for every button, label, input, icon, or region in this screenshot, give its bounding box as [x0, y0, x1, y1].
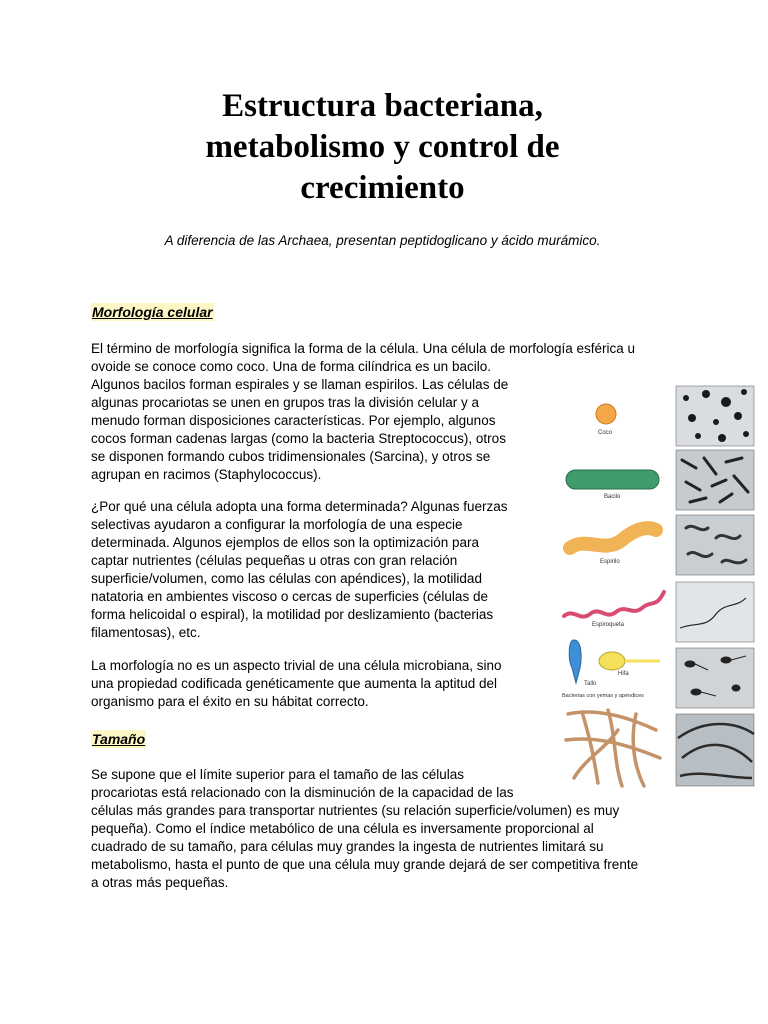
text-line: células más grandes para transportar nutrientes (su relación superficie/volumen) es muy: [91, 803, 620, 818]
text-line: natatoria en ambientes viscoso o cercas de superficies (células de: [91, 589, 488, 604]
text-line: menudo forman disposiciones características. Por ejemplo, algunos: [91, 413, 496, 428]
espiroqueta-label: Espiroqueta: [592, 622, 625, 628]
bacilo-label: Bacilo: [604, 494, 621, 500]
text-line: ovoide se conoce como coco. Una de forma cilíndrica es un bacilo.: [91, 359, 491, 374]
bacterial-morphology-figure: [556, 378, 761, 790]
text-line: cuadrado de su tamaño, para células muy grandes la ingesta de nutrientes limitará su: [91, 839, 604, 854]
text-line: superficie/volumen, como las células con apéndices), la motilidad: [91, 571, 482, 586]
text-line: agrupan en racimos (Staphylococcus).: [91, 467, 322, 482]
espiroqueta-drawing: [564, 592, 664, 617]
tallo-drawing: [569, 640, 581, 683]
text-line: captar nutrientes (células pequeñas u otras con gran relación: [91, 553, 458, 568]
text-line: a otras más pequeñas.: [91, 875, 229, 890]
text-line: selectivas ayudaron a configurar la morfología de una especie: [91, 517, 463, 532]
text-line: pequeña). Como el índice metabólico de una célula es inversamente proporcional al: [91, 821, 594, 836]
bacilo-drawing: [566, 470, 659, 489]
paragraph: [91, 498, 508, 642]
espirilo-drawing: [570, 528, 656, 548]
text-line: La morfología no es un aspecto trivial de una célula microbiana, sino: [91, 658, 502, 673]
hifa-label: Hifa: [618, 671, 629, 677]
coco-drawing: [596, 404, 616, 424]
text-line: se disponen formando cubos tridimensionales (Sarcina), y otros se: [91, 449, 491, 464]
yema-drawing: [599, 652, 625, 670]
text-line: Se supone que el límite superior para el tamaño de las células: [91, 767, 464, 782]
section-heading-tamano: Tamaño: [92, 731, 146, 747]
espirilo-label: Espirilo: [600, 559, 620, 565]
micrografias: [676, 386, 754, 786]
text-line: metabolismo, hasta el punto de que una célula muy grande dejará de ser competitiva frente: [91, 857, 639, 872]
text-line: filamentosas), etc.: [91, 625, 201, 640]
tallo-label: Tallo: [584, 681, 597, 687]
text-line: organismo para el éxito en su hábitat correcto.: [91, 694, 369, 709]
text-line: El término de morfología significa la forma de la célula. Una célula de morfología esférica u: [91, 341, 636, 356]
yemas-label: Bacterias con yemas y apéndices: [562, 693, 644, 699]
text-line: Algunos bacilos forman espirales y se llaman espirilos. Las células de: [91, 377, 509, 392]
document-title: [90, 86, 675, 209]
title-line: Estructura bacteriana,: [222, 88, 543, 124]
document-subtitle: A diferencia de las Archaea, presentan peptidoglicano y ácido murámico.: [164, 233, 601, 248]
section-heading-morfologia: Morfología celular: [92, 304, 213, 320]
text-line: forma helicoidal o espiral), la motilidad por deslizamiento (bacterias: [91, 607, 494, 622]
text-line: algunas procariotas se unen en grupos tras la división celular y a: [91, 395, 479, 410]
text-line: cocos forman cadenas largas (como la bacteria Streptococcus), otros: [91, 431, 506, 446]
title-line: crecimiento: [300, 170, 465, 206]
coco-label: Coco: [598, 430, 613, 436]
filamentos-drawing: [566, 710, 660, 786]
title-line: metabolismo y control de: [205, 129, 560, 165]
text-line: determinada. Algunos ejemplos de ellos son la optimización para: [91, 535, 479, 550]
paragraph: [91, 657, 502, 711]
text-line: una propiedad codificada genéticamente que aumenta la aptitud del: [91, 676, 498, 691]
text-line: procariotas está relacionado con la disminución de la capacidad de las: [91, 785, 514, 800]
paragraph: [91, 340, 635, 484]
text-line: ¿Por qué una célula adopta una forma determinada? Algunas fuerzas: [91, 499, 508, 514]
